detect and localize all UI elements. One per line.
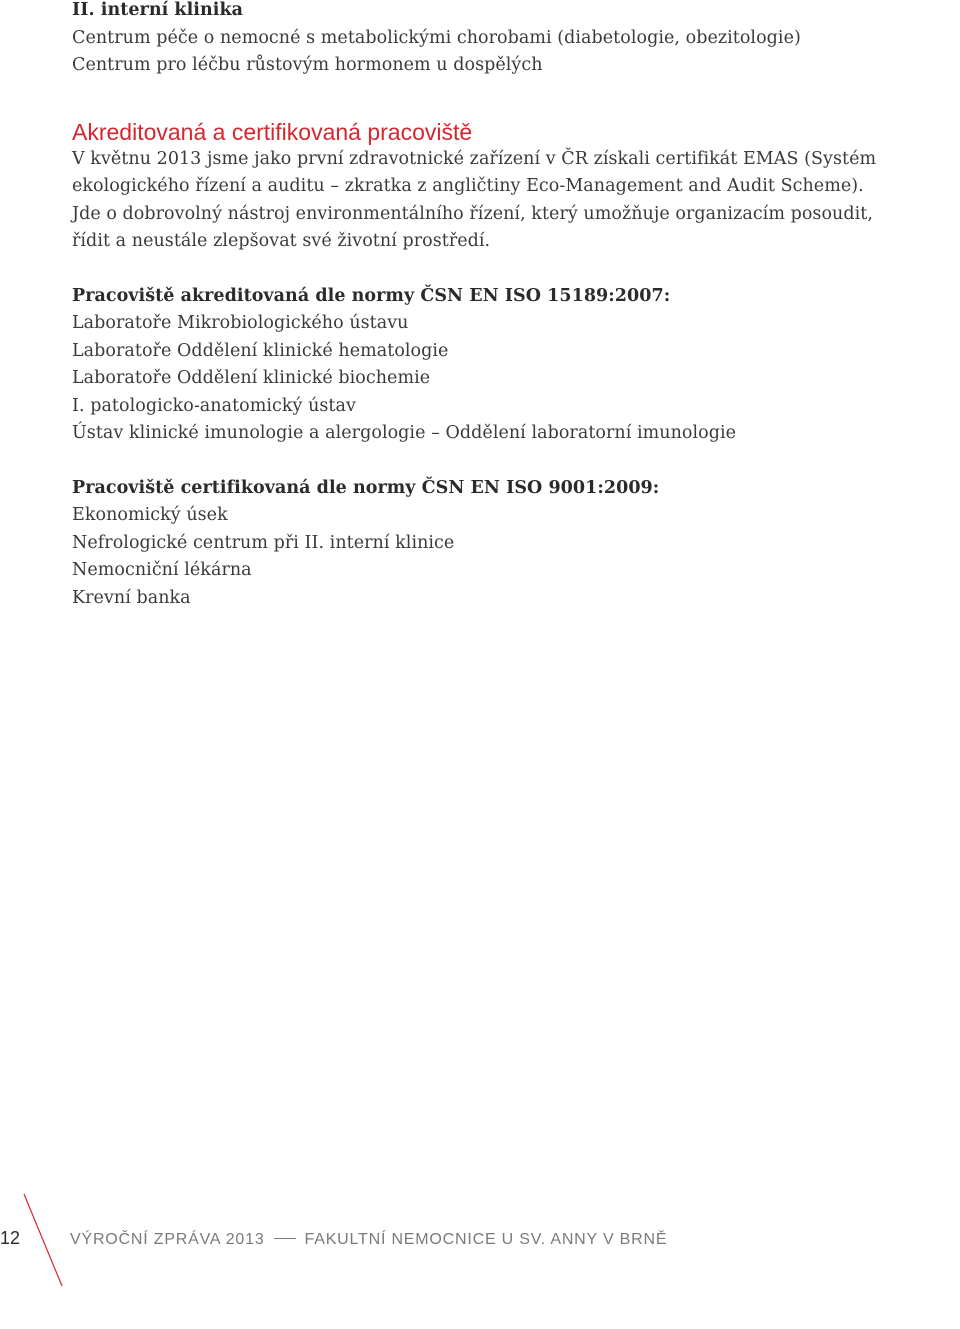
footer-title [70,1231,667,1249]
clinic-line: Centrum péče o nemocné s metabolickými chorobami (diabetologie, obezitologie) [72,27,801,48]
clinic-title: II. interní klinika [72,0,244,20]
clinic-line: Centrum pro léčbu růstovým hormonem u dospělých [72,55,543,75]
accredited-paragraph-line: V květnu 2013 jsme jako první zdravotnické zařízení v ČR získali certifikát EMAS (Systém [72,148,877,169]
iso15189-heading: Pracoviště akreditovaná dle normy ČSN EN ISO 15189:2007: [72,285,671,306]
accredited-paragraph-line: ekologického řízení a auditu – zkratka z angličtiny Eco-Management and Audit Scheme). [72,176,864,196]
page-number: 12 [0,1228,21,1248]
iso9001-item: Krevní banka [72,587,191,608]
iso9001-heading: Pracoviště certifikovaná dle normy ČSN EN ISO 9001:2009: [72,477,660,498]
accredited-heading: Akreditovaná a certifikovaná pracoviště [72,118,473,145]
iso9001-item: Ekonomický úsek [72,505,228,525]
accredited-paragraph-line: Jde o dobrovolný nástroj environmentálního řízení, který umožňuje organizacím posoudit, [72,203,873,224]
iso15189-item: I. patologicko-anatomický ústav [72,395,356,416]
spacer [72,256,952,283]
accredited-paragraph-line: řídit a neustále zlepšovat své životní prostředí. [72,231,491,251]
footer-diagonal-line [22,1190,66,1290]
spacer [72,80,952,118]
document-page [72,0,952,612]
spacer [72,448,952,475]
page-footer [0,1190,960,1290]
footer-report-title: VÝROČNÍ ZPRÁVA 2013 [70,1231,265,1248]
iso9001-item: Nefrologické centrum při II. interní klinice [72,532,455,553]
iso9001-item: Nemocniční lékárna [72,560,252,580]
iso15189-item: Laboratoře Mikrobiologického ústavu [72,313,409,333]
footer-hospital-name: FAKULTNÍ NEMOCNICE U SV. ANNY V BRNĚ [304,1231,668,1248]
iso15189-item: Laboratoře Oddělení klinické biochemie [72,368,431,388]
iso15189-item: Ústav klinické imunologie a alergologie – Oddělení laboratorní imunologie [72,423,737,443]
footer-dash [274,1238,296,1239]
iso15189-item: Laboratoře Oddělení klinické hematologie [72,340,449,361]
